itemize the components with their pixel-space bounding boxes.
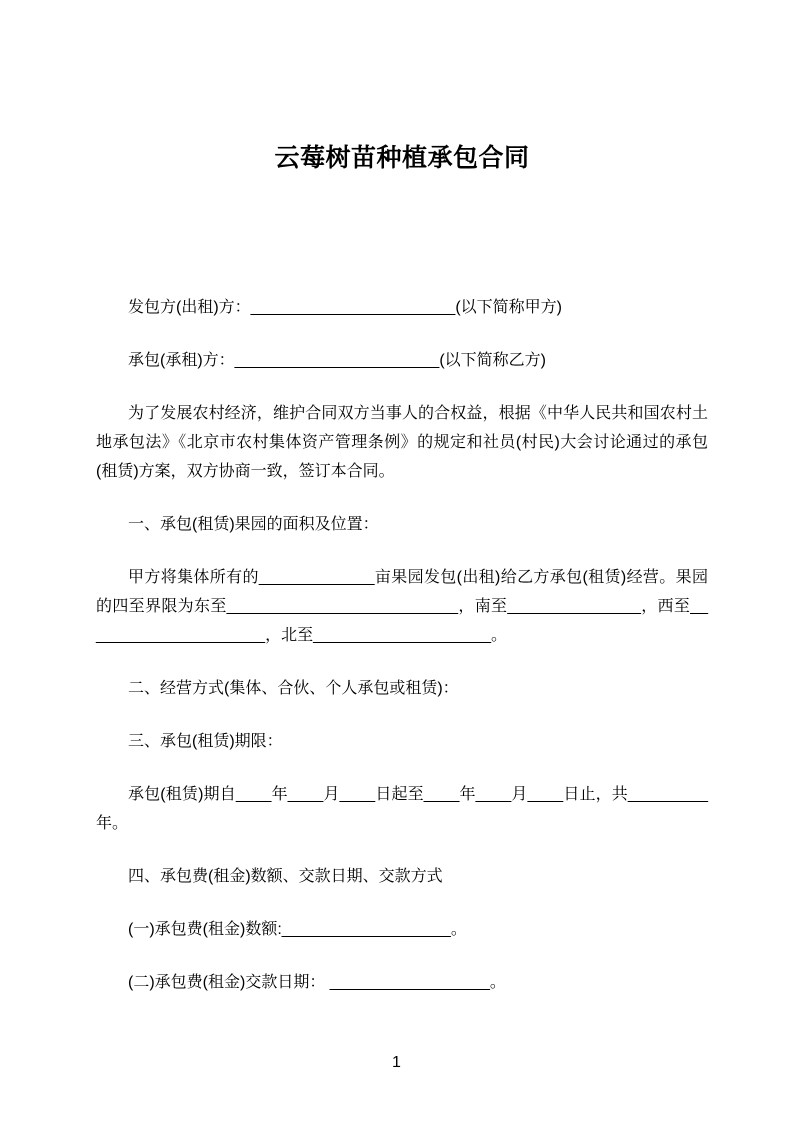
party-b-line: 承包(承租)方：_______________________(以下简称乙方) [128,352,546,369]
section-3-heading: 三、承包(租赁)期限： [128,733,283,750]
section-1-heading: 一、承包(租赁)果园的面积及位置： [128,516,379,533]
section-1-body: 甲方将集体所有的_____________亩果园发包(出租)给乙方承包(租赁)经营。果园的四至界限为东至__________________________，南至_______________，西至_____________________，北至____________________。 [96,569,708,644]
item-2-payment-date: (二)承包费(租金)交款日期： __________________。 [128,974,506,991]
section-4-heading: 四、承包费(租金)数额、交款日期、交款方式 [128,868,443,885]
item-1-fee-amount: (一)承包费(租金)数额:___________________。 [128,921,467,938]
section-2-heading: 二、经营方式(集体、合伙、个人承包或租赁)： [128,680,459,697]
section-3-body: 承包(租赁)期自____年____月____日起至____年____月____日止，共_________年。 [96,786,708,832]
party-a-line: 发包方(出租)方：_______________________(以下简称甲方) [128,299,562,316]
page-number: 1 [392,1054,401,1071]
preamble-paragraph: 为了发展农村经济，维护合同双方当事人的合权益，根据《中华人民共和国农村土地承包法》《北京市农村集体资产管理条例》的规定和社员(村民)大会讨论通过的承包(租赁)方案，双方协商一致，签订本合同。 [96,405,708,480]
document-title: 云莓树苗种植承包合同 [274,144,530,172]
